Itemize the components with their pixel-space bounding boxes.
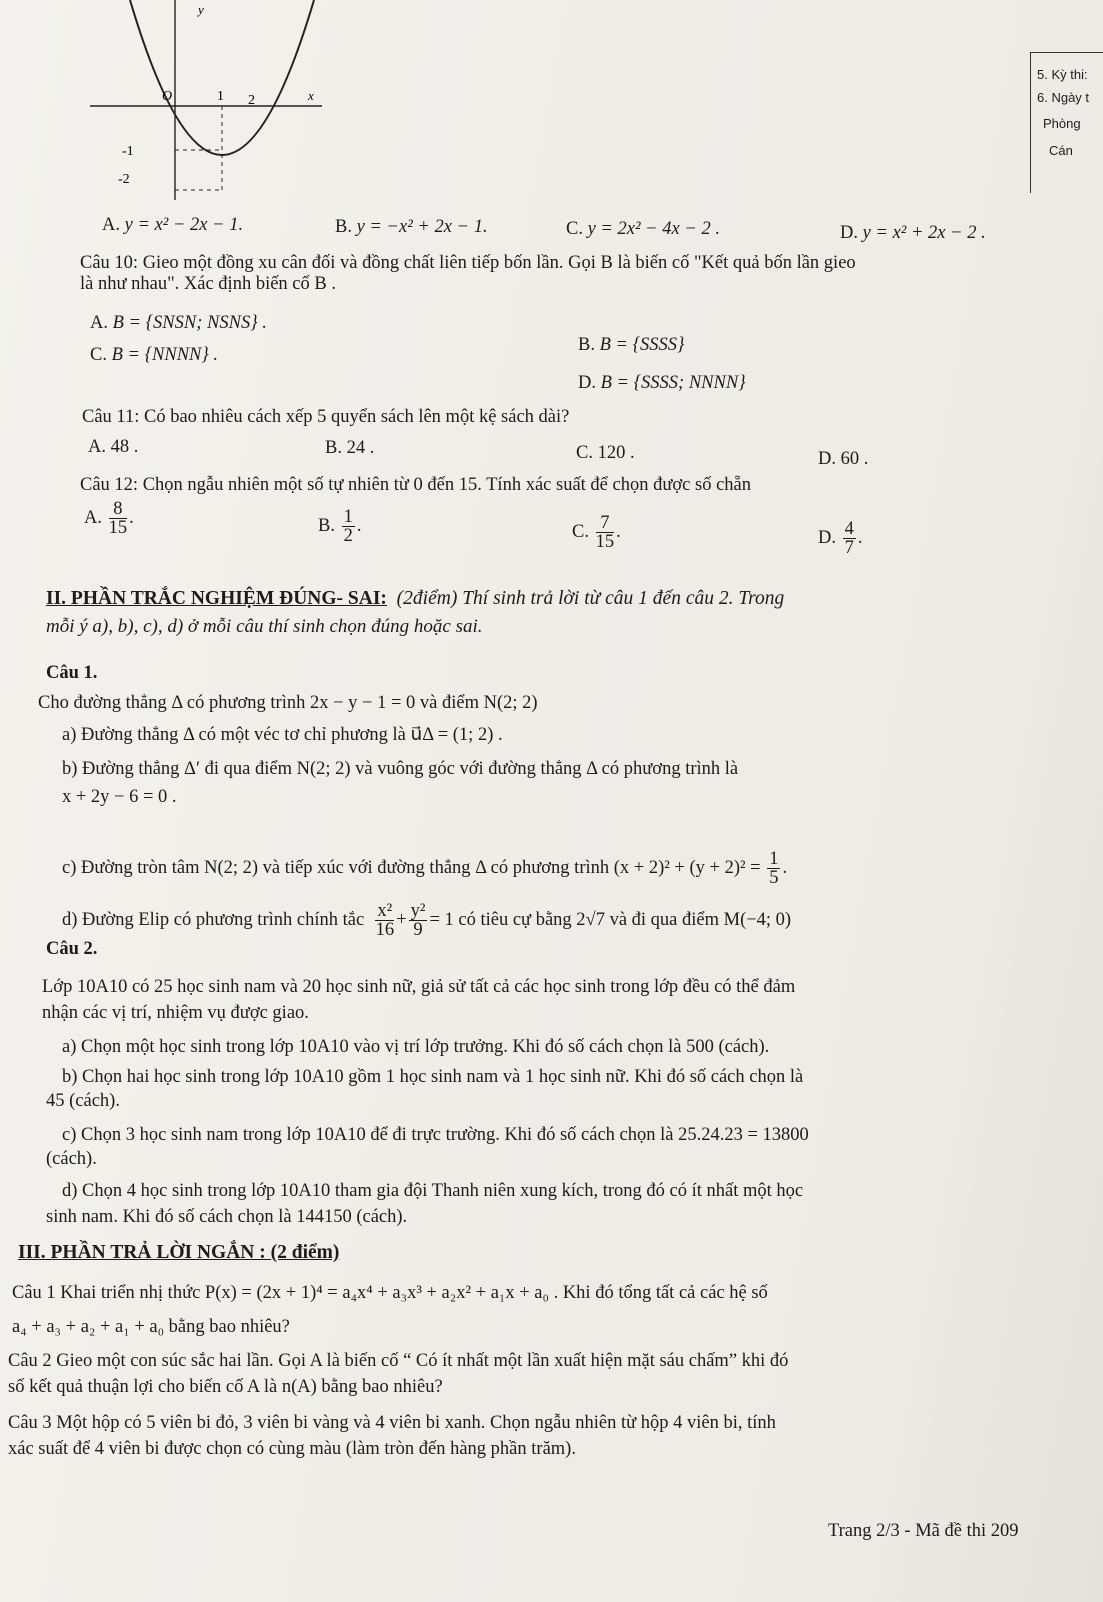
part3-q3-line1: Câu 3 Một hộp có 5 viên bi đỏ, 3 viên bi vàng và 4 viên bi xanh. Chọn ngẫu nhiên từ hộp 4 viên bi, tính xyxy=(8,1413,776,1433)
q10-text-1: Câu 10: Gieo một đồng xu cân đối và đồng chất liên tiếp bốn lần. Gọi B là biến cố "Kết quả bốn lần gieo xyxy=(80,253,856,273)
part3-q2-line1: Câu 2 Gieo một con súc sắc hai lần. Gọi A là biến cố “ Có ít nhất một lần xuất hiện mặt sáu chấm” khi đó xyxy=(8,1351,789,1371)
c1-b-line2: x + 2y − 6 = 0 . xyxy=(62,787,177,807)
c2-c-line2: (cách). xyxy=(46,1149,97,1169)
tick-1: 1 xyxy=(217,89,224,104)
q11-option-d: D. 60 . xyxy=(818,449,869,469)
room-label: Phòng xyxy=(1043,116,1081,131)
part2-instructions: mỗi ý a), b), c), d) ở mỗi câu thí sinh chọn đúng hoặc sai. xyxy=(46,616,483,637)
q10-option-d: D. B = {SSSS; NNNN} xyxy=(578,373,746,393)
q11-option-a: A. 48 . xyxy=(88,437,139,457)
part2-heading: II. PHẦN TRẮC NGHIỆM ĐÚNG- SAI: (2điểm) Thí sinh trả lời từ câu 1 đến câu 2. Trong xyxy=(46,588,785,609)
q10-option-b: B. B = {SSSS} xyxy=(578,335,685,355)
c2-c-line1: c) Chọn 3 học sinh nam trong lớp 10A10 để đi trực trường. Khi đó số cách chọn là 25.24.23 = 13800 xyxy=(62,1125,809,1145)
q11-option-c: C. 120 . xyxy=(576,443,635,463)
part3-heading: III. PHẦN TRẢ LỜI NGẮN : (2 điểm) xyxy=(18,1242,340,1263)
q10-option-c: C. B = {NNNN} . xyxy=(90,345,219,365)
exam-info-box xyxy=(1030,52,1103,193)
x-axis-label: x xyxy=(308,88,314,103)
part3-q1-line1: Câu 1 Khai triển nhị thức P(x) = (2x + 1)⁴ = a₄x⁴ + a₃x³ + a₂x² + a₁x + a₀ . Khi đó tổng tất cả các hệ số xyxy=(12,1283,768,1303)
c2-intro-1: Lớp 10A10 có 25 học sinh nam và 20 học sinh nữ, giả sử tất cả các học sinh trong lớp đều có thể đảm xyxy=(42,977,796,997)
c1-intro: Cho đường thẳng Δ có phương trình 2x − y − 1 = 0 và điểm N(2; 2) xyxy=(38,693,538,713)
origin-label: O xyxy=(162,89,173,104)
q9-option-a: A. y = x² − 2x − 1. xyxy=(102,215,244,235)
q10-option-a: A. B = {SNSN; NSNS} . xyxy=(90,313,267,333)
q9-option-b: B. y = −x² + 2x − 1. xyxy=(335,217,488,237)
q9-option-c: C. y = 2x² − 4x − 2 . xyxy=(566,219,720,239)
c2-d-line2: sinh nam. Khi đó số cách chọn là 144150 (cách). xyxy=(46,1207,408,1227)
c1-a: a) Đường thẳng Δ có một véc tơ chỉ phương là u⃗Δ = (1; 2) . xyxy=(62,725,503,745)
page-footer: Trang 2/3 - Mã đề thi 209 xyxy=(828,1521,1019,1541)
c2-a: a) Chọn một học sinh trong lớp 10A10 vào vị trí lớp trưởng. Khi đó số cách chọn là 500 (cách). xyxy=(62,1037,770,1057)
q10-text-2: là như nhau". Xác định biến cố B . xyxy=(80,274,336,294)
c2-b-line2: 45 (cách). xyxy=(46,1091,120,1111)
proctor-label: Cán xyxy=(1049,143,1073,158)
part3-q2-line2: số kết quả thuận lợi cho biến cố A là n(A) bằng bao nhiêu? xyxy=(8,1377,443,1397)
part3-q3-line2: xác suất để 4 viên bi được chọn có cùng màu (làm tròn đến hàng phần trăm). xyxy=(8,1439,576,1459)
tick-neg2: -2 xyxy=(118,172,130,187)
tick-neg1: -1 xyxy=(122,144,134,159)
c1-d: d) Đường Elip có phương trình chính tắc $\frac{\text{x²}}{16}$ + $\frac{\text{y²}}{9}$ = 1 có tiêu cự bằng 2√7 và đi qua điểm M(−4; 0) xyxy=(62,901,792,940)
c1-b-line1: b) Đường thẳng Δ′ đi qua điểm N(2; 2) và vuông góc với đường thẳng Δ có phương trình là xyxy=(62,759,739,779)
c1-c: c) Đường tròn tâm N(2; 2) và tiếp xúc với đường thẳng Δ có phương trình (x + 2)² + (y + 2)² = $\frac{1}{5}$ . xyxy=(62,849,788,888)
q12-option-d: D. $\frac{4}{7}$ . xyxy=(818,519,863,558)
q12-option-a: A. $\frac{8}{15}$ . xyxy=(84,499,134,538)
q12-text: Câu 12: Chọn ngẫu nhiên một số tự nhiên từ 0 đến 15. Tính xác suất để chọn được số chẵn xyxy=(80,475,751,495)
q11-text: Câu 11: Có bao nhiêu cách xếp 5 quyển sách lên một kệ sách dài? xyxy=(82,407,570,427)
c2-title: Câu 2. xyxy=(46,939,98,959)
q9-option-d: D. y = x² + 2x − 2 . xyxy=(840,223,986,243)
c2-b-line1: b) Chọn hai học sinh trong lớp 10A10 gồm 1 học sinh nam và 1 học sinh nữ. Khi đó số cách chọn là xyxy=(62,1067,804,1087)
q12-option-c: C. $\frac{7}{15}$ . xyxy=(572,513,621,552)
tick-2: 2 xyxy=(248,93,255,108)
parabola-graph xyxy=(90,0,330,210)
part3-q1-line2: a₄ + a₃ + a₂ + a₁ + a₀ bằng bao nhiêu? xyxy=(12,1317,290,1337)
q12-option-b: B. $\frac{1}{2}$ . xyxy=(318,507,362,546)
c2-d-line1: d) Chọn 4 học sinh trong lớp 10A10 tham gia đội Thanh niên xung kích, trong đó có ít nhất một học xyxy=(62,1181,804,1201)
date-label: 6. Ngày t xyxy=(1037,90,1090,105)
c1-title: Câu 1. xyxy=(46,663,98,683)
y-axis-label: y xyxy=(198,2,204,17)
exam-label: 5. Kỳ thi: xyxy=(1037,67,1088,82)
q11-option-b: B. 24 . xyxy=(325,438,375,458)
c2-intro-2: nhận các vị trí, nhiệm vụ được giao. xyxy=(42,1003,309,1023)
